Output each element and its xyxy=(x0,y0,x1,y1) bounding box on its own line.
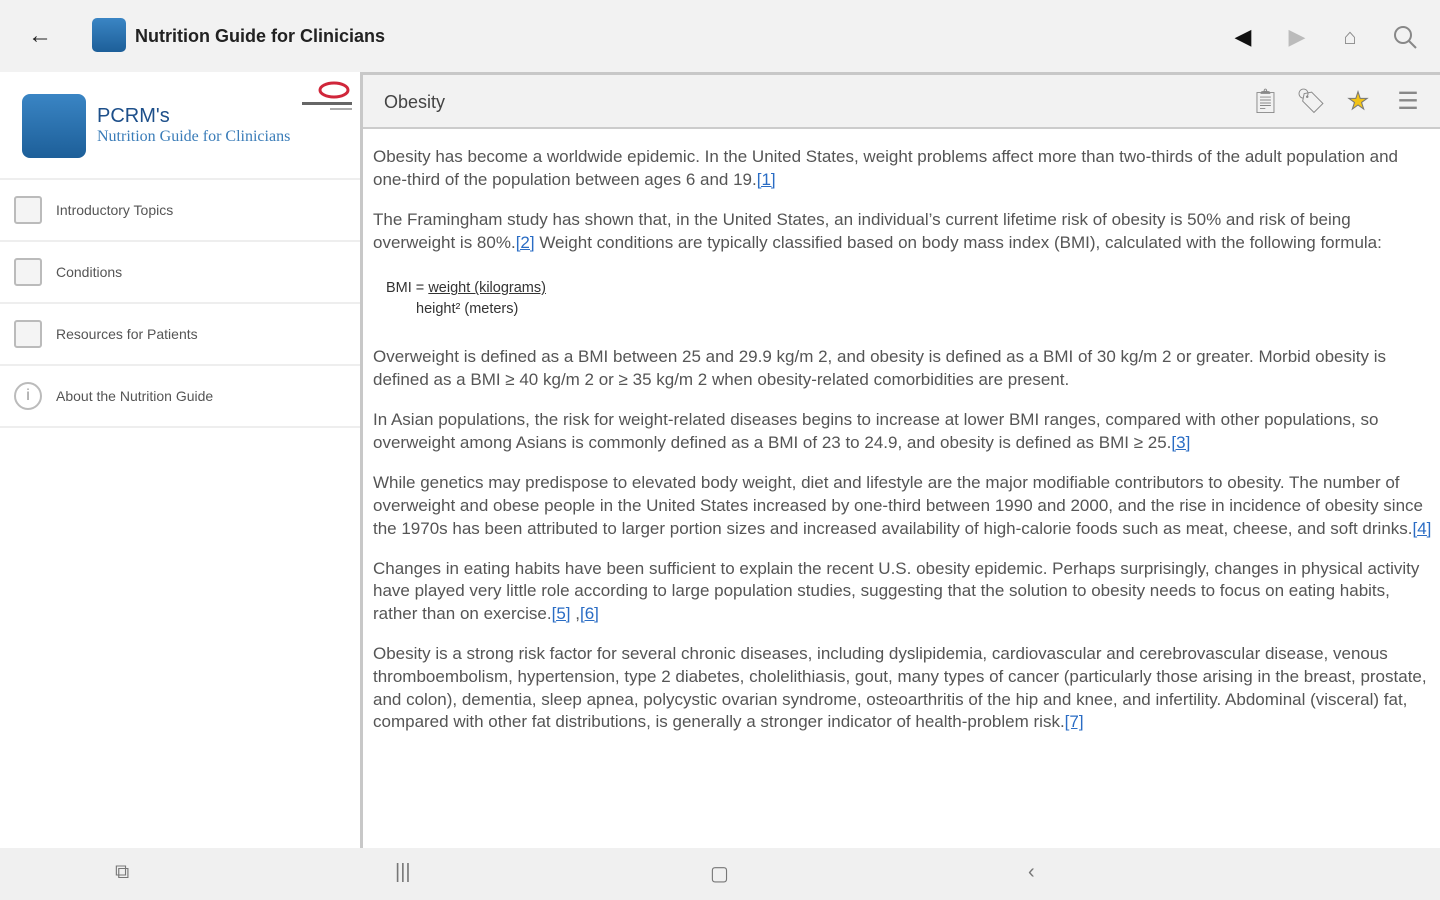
bmi-formula xyxy=(386,278,1433,320)
paragraph xyxy=(373,209,1433,254)
paragraph-text: In Asian populations, the risk for weight-related diseases begins to increase at lower BMI ranges, compared with other populations, so overweight among Asians is commonly defined as a BMI of 23 to 24.9, and obesity is defined as BMI ≥ 25. xyxy=(373,410,1379,452)
paragraph xyxy=(373,409,1433,454)
sidebar-item-label: Resources for Patients xyxy=(56,326,198,342)
next-icon[interactable]: ▶ xyxy=(1288,24,1306,49)
tag-icon[interactable]: 🏷︎ xyxy=(1296,88,1327,115)
paragraph-text: The Framingham study has shown that, in the United States, an individual’s current lifetime risk of obesity is 50% and risk of being overweight is 80%. xyxy=(373,209,1351,252)
sidebar-item-about[interactable] xyxy=(0,366,360,428)
books-icon xyxy=(14,320,42,348)
paragraph-text: Obesity is a strong risk factor for several chronic diseases, including dyslipidemia, cardiovascular and cerebrovascular disease, venous thromboembolism, hypertension, type 2 diabetes, cholelithiasis, gout, many types of cancer (particularly those arising in the breast, prostate, and colon), dementia, sleep apnea, polycystic ovarian syndrome, osteoarthritis of the hip and knee, and infertility. Abdominal (visceral) fat, compared with other fat distributions, is generally a stronger indicator of health-problem risk. xyxy=(373,644,1427,732)
info-icon: i xyxy=(14,382,42,410)
paragraph-text: Weight conditions are typically classified based on body mass index (BMI), calculated with the following formula: xyxy=(534,232,1382,252)
sidebar-item-conditions[interactable] xyxy=(0,242,360,304)
outline-icon[interactable]: ☰ xyxy=(1397,88,1419,115)
recent-apps-icon[interactable]: ||| xyxy=(395,861,411,883)
sidebar-item-label: About the Nutrition Guide xyxy=(56,388,214,404)
sidebar-item-resources-for-patients[interactable] xyxy=(0,304,360,366)
app-bar xyxy=(0,0,1440,72)
citation-link[interactable]: [6] xyxy=(579,604,599,624)
paragraph xyxy=(373,146,1433,191)
paragraph xyxy=(373,643,1433,734)
sidebar-item-label: Conditions xyxy=(56,264,123,280)
pane-divider[interactable] xyxy=(360,72,363,848)
unbound-logo-icon xyxy=(300,80,354,114)
back-arrow-icon[interactable]: ← xyxy=(28,22,52,49)
logo-subtitle: Nutrition Guide for Clinicians xyxy=(97,128,291,145)
notes-icon[interactable]: 📋︎ xyxy=(1250,88,1281,115)
citation-link[interactable]: [4] xyxy=(1412,518,1432,538)
book-icon xyxy=(14,196,42,224)
app-title: Nutrition Guide for Clinicians xyxy=(135,26,386,46)
screenshot-icon[interactable]: ⧉ xyxy=(115,861,130,883)
home-icon[interactable]: ⌂ xyxy=(1343,24,1357,49)
citation-link[interactable]: [7] xyxy=(1064,712,1084,732)
paragraph xyxy=(373,346,1433,391)
citation-link[interactable]: [2] xyxy=(515,232,535,252)
logo-title: PCRM's xyxy=(97,105,170,127)
content-header xyxy=(363,72,1440,129)
paragraph-text: Obesity has become a worldwide epidemic. In the United States, weight problems affect more than two-thirds of the adult population and one-third of the population between ages 6 and 19. xyxy=(373,147,1398,189)
star-icon[interactable]: ★ xyxy=(1347,88,1369,115)
sidebar xyxy=(0,72,360,848)
app-logo-icon xyxy=(92,18,126,52)
system-nav-bar xyxy=(0,848,1440,900)
home-button-icon[interactable]: ▢ xyxy=(710,863,729,885)
previous-icon[interactable]: ◀ xyxy=(1234,24,1252,49)
citation-link[interactable]: [3] xyxy=(1171,432,1191,452)
citation-link[interactable]: [1] xyxy=(756,169,776,189)
paragraph xyxy=(373,472,1433,540)
stethoscope-logo-icon xyxy=(22,94,86,158)
sidebar-item-introductory-topics[interactable] xyxy=(0,180,360,242)
system-back-icon[interactable]: ‹ xyxy=(1028,861,1035,883)
list-icon xyxy=(14,258,42,286)
formula-left: BMI = xyxy=(386,280,429,297)
paragraph-text: Overweight is defined as a BMI between 25 and 29.9 kg/m 2, and obesity is defined as a BMI of 30 kg/m 2 or greater. Morbid obesity is defined as a BMI ≥ 40 kg/m 2 or ≥ 35 kg/m 2 when obesity-related comorbidities are present. xyxy=(373,347,1386,390)
search-icon[interactable] xyxy=(1390,22,1420,52)
citation-link[interactable]: [5] xyxy=(551,604,571,624)
formula-numerator: weight (kilograms) xyxy=(428,280,546,297)
page-title: Obesity xyxy=(384,92,446,112)
paragraph-text: , xyxy=(570,604,580,624)
paragraph xyxy=(373,558,1433,626)
pcrm-logo xyxy=(0,72,360,180)
paragraph-text: While genetics may predispose to elevated body weight, diet and lifestyle are the major modifiable contributors to obesity. The number of overweight and obese people in the United States increased by one-third between 1990 and 2000, and the rise in incidence of obesity since the 1970s has been attributed to larger portion sizes and increased availability of high-calorie foods such as meat, cheese, and soft drinks. xyxy=(373,473,1423,538)
formula-denominator: height² (meters) xyxy=(416,301,519,318)
article-body xyxy=(373,146,1433,752)
sidebar-item-label: Introductory Topics xyxy=(56,202,174,218)
paragraph-text: Changes in eating habits have been sufficient to explain the recent U.S. obesity epidemic. Perhaps surprisingly, changes in physical activity have played very little role according to large population studies, suggesting that the solution to obesity needs to focus on eating habits, rather than on exercise. xyxy=(373,558,1420,624)
